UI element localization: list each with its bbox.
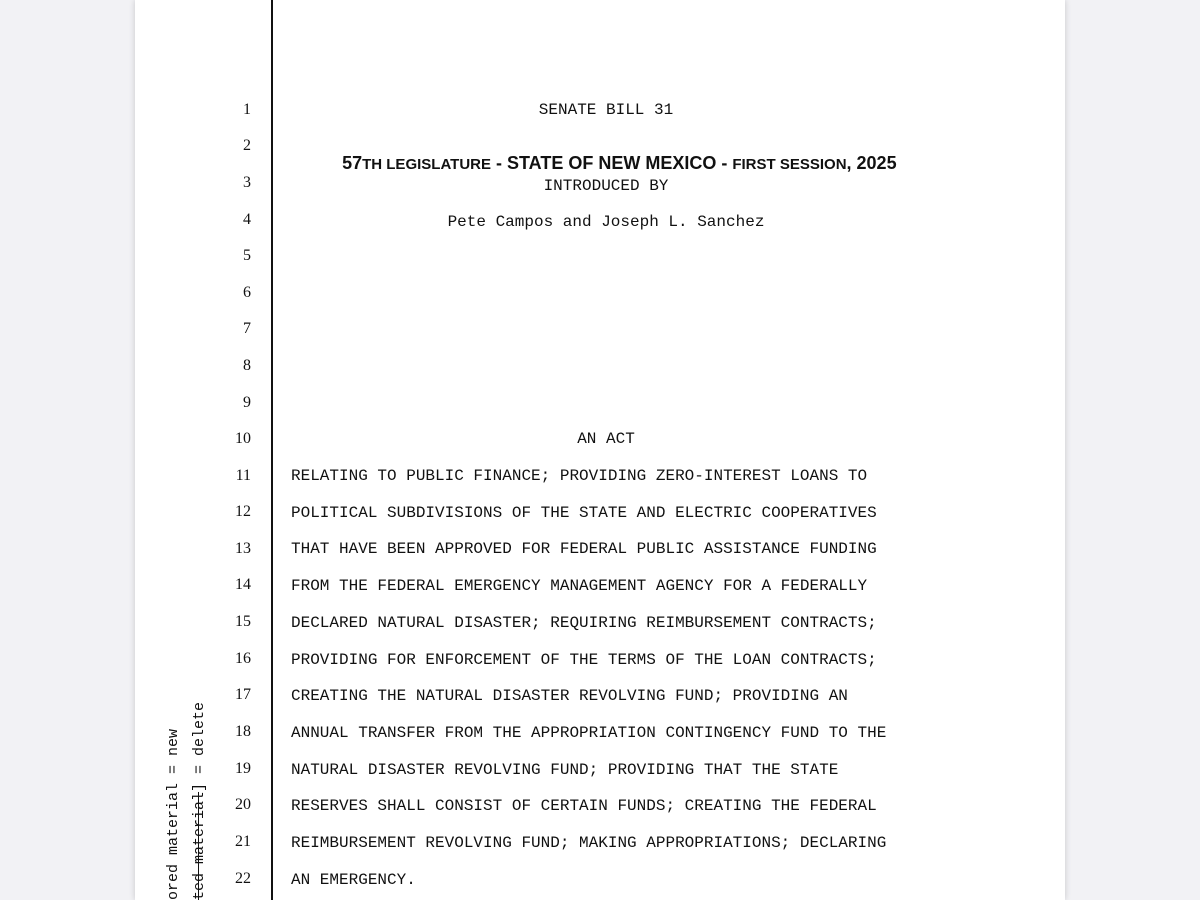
line-number: 9 xyxy=(243,394,251,411)
body-line: CREATING THE NATURAL DISASTER REVOLVING FUND; PROVIDING AN xyxy=(291,687,848,705)
bill-page xyxy=(135,0,1065,900)
body-line: REIMBURSEMENT REVOLVING FUND; MAKING APPROPRIATIONS; DECLARING xyxy=(291,834,887,852)
line-number: 2 xyxy=(243,137,251,154)
line-number: 3 xyxy=(243,174,251,191)
line-number: 11 xyxy=(235,467,251,484)
body-line: THAT HAVE BEEN APPROVED FOR FEDERAL PUBLIC ASSISTANCE FUNDING xyxy=(291,540,877,558)
legislature-label: TH LEGISLATURE xyxy=(362,156,491,173)
line-number: 10 xyxy=(235,430,251,447)
legend-delete-material xyxy=(191,701,208,900)
line-number: 20 xyxy=(235,796,251,813)
line-number: 4 xyxy=(243,211,251,228)
legend-struck-text: ted material xyxy=(191,791,208,900)
line-number: 7 xyxy=(243,320,251,337)
legend-delete-rest: ] = delete xyxy=(191,701,208,792)
body-line: ANNUAL TRANSFER FROM THE APPROPRIATION CONTINGENCY FUND TO THE xyxy=(291,724,887,742)
line-number: 13 xyxy=(235,540,251,557)
body-line: PROVIDING FOR ENFORCEMENT OF THE TERMS OF THE LOAN CONTRACTS; xyxy=(291,651,877,669)
bill-title: SENATE BILL 31 xyxy=(538,101,674,119)
line-number: 6 xyxy=(243,284,251,301)
body-line: NATURAL DISASTER REVOLVING FUND; PROVIDING THAT THE STATE xyxy=(291,761,839,779)
introduced-by-label: INTRODUCED BY xyxy=(543,177,669,195)
legislature-number: 57 xyxy=(342,153,363,173)
line-number: 1 xyxy=(243,101,251,118)
line-number: 19 xyxy=(235,760,251,777)
line-number: 5 xyxy=(243,247,251,264)
body-line: POLITICAL SUBDIVISIONS OF THE STATE AND ELECTRIC COOPERATIVES xyxy=(291,504,877,522)
legislature-session: FIRST SESSION xyxy=(732,156,847,173)
act-heading: AN ACT xyxy=(577,430,635,448)
legend-new-material: ored material = new xyxy=(165,728,182,900)
line-number: 18 xyxy=(235,723,251,740)
legislature-separator: - xyxy=(716,153,733,173)
line-number: 15 xyxy=(235,613,251,630)
body-line: DECLARED NATURAL DISASTER; REQUIRING REIMBURSEMENT CONTRACTS; xyxy=(291,614,877,632)
line-number: 17 xyxy=(235,686,251,703)
body-line: AN EMERGENCY. xyxy=(291,871,416,889)
line-number: 12 xyxy=(235,503,251,520)
line-number: 21 xyxy=(235,833,251,850)
line-number: 8 xyxy=(243,357,251,374)
margin-rule xyxy=(271,0,273,900)
body-line: RELATING TO PUBLIC FINANCE; PROVIDING ZERO-INTEREST LOANS TO xyxy=(291,467,868,485)
line-number: 14 xyxy=(235,576,251,593)
legislature-state: STATE OF NEW MEXICO xyxy=(507,153,717,173)
line-number: 22 xyxy=(235,870,251,887)
legislature-separator: - xyxy=(491,153,507,173)
legislature-year: , 2025 xyxy=(846,153,897,173)
line-number: 16 xyxy=(235,650,251,667)
body-line: FROM THE FEDERAL EMERGENCY MANAGEMENT AGENCY FOR A FEDERALLY xyxy=(291,577,868,595)
body-line: RESERVES SHALL CONSIST OF CERTAIN FUNDS; CREATING THE FEDERAL xyxy=(291,797,877,815)
sponsors: Pete Campos and Joseph L. Sanchez xyxy=(447,213,765,231)
